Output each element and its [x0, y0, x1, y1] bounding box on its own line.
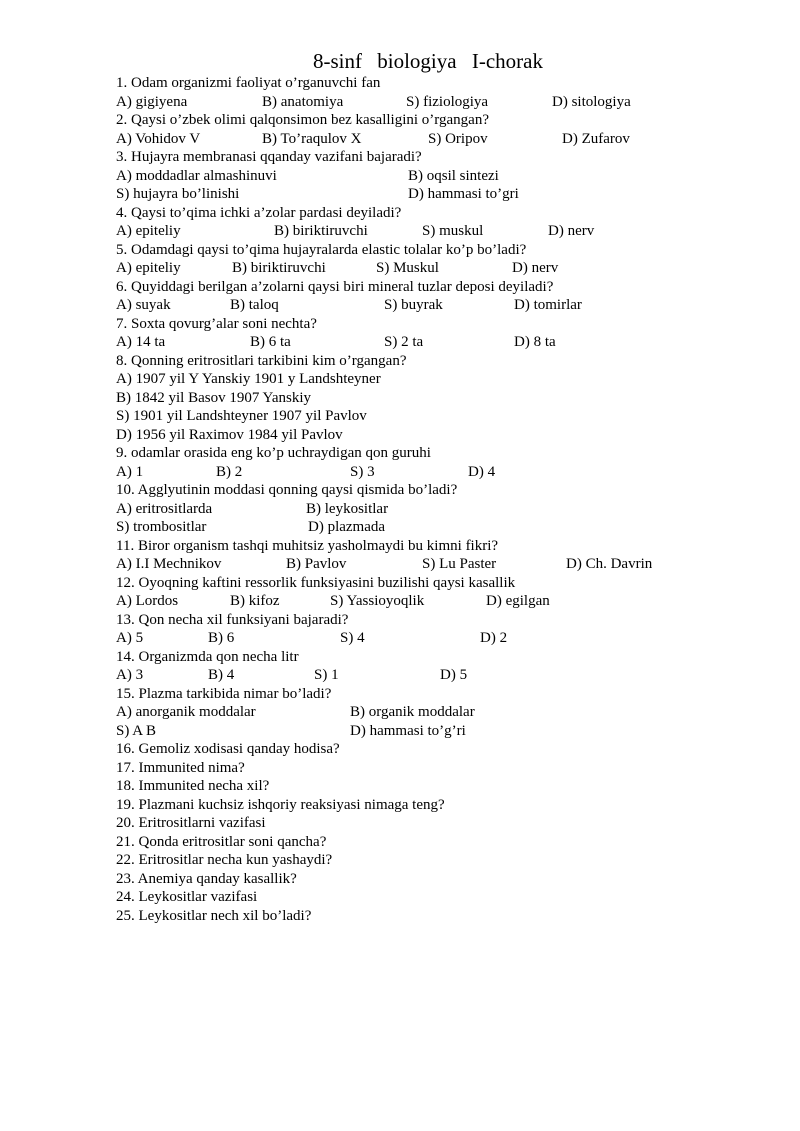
question-text: 23. Anemiya qanday kasallik? — [116, 870, 297, 887]
question-text: 22. Eritrositlar necha kun yashaydi? — [116, 852, 333, 868]
answer-option: A) eritrositlarda — [116, 500, 213, 517]
page-title: 8-sinf biologiya I-chorak — [313, 49, 543, 73]
question-text: 18. Immunited necha xil? — [116, 778, 270, 794]
question-text: 4. Qaysi to’qima ichki a’zolar pardasi deyiladi? — [116, 204, 402, 221]
answer-option: B) organik moddalar — [350, 704, 475, 720]
answer-option: S) hujayra bo’linishi — [116, 186, 240, 202]
answer-row — [116, 93, 696, 112]
answer-option: D) nerv — [512, 260, 559, 276]
answer-option: S) trombositlar — [116, 519, 207, 535]
answer-option: S) 1 — [314, 667, 339, 683]
answer-option: D) tomirlar — [514, 297, 582, 313]
answer-option: D) nerv — [548, 223, 595, 239]
answer-row — [116, 666, 696, 685]
answer-option: B) 6 ta — [250, 334, 291, 350]
answer-option: A) 5 — [116, 630, 144, 646]
answer-row — [116, 389, 696, 408]
answer-option: B) Pavlov — [286, 556, 347, 572]
answer-option: B) 1842 yil Basov 1907 Yanskiy — [116, 389, 312, 406]
answer-row — [116, 500, 696, 519]
question-text: 24. Leykositlar vazifasi — [116, 889, 258, 905]
answer-option: B) anatomiya — [262, 93, 344, 110]
answer-option: A) gigiyena — [116, 93, 188, 110]
answer-option: S) muskul — [422, 223, 484, 239]
question-text: 13. Qon necha xil funksiyani bajaradi? — [116, 611, 349, 628]
answer-option: D) 8 ta — [514, 334, 556, 350]
answer-option: D) Ch. Davrin — [566, 556, 653, 572]
question-text: 21. Qonda eritrositlar soni qancha? — [116, 833, 327, 850]
answer-row — [116, 296, 696, 315]
answer-row — [116, 167, 696, 186]
question-text: 3. Hujayra membranasi qqanday vazifani bajaradi? — [116, 149, 422, 165]
answer-row — [116, 259, 696, 278]
answer-option: A) I.I Mechnikov — [116, 556, 222, 572]
question-text: 2. Qaysi o’zbek olimi qalqonsimon bez kasalligini o’rgangan? — [116, 112, 489, 128]
answer-option: B) taloq — [230, 297, 279, 313]
answer-row — [116, 426, 696, 445]
answer-option: A) Lordos — [116, 593, 179, 609]
question-text: 14. Organizmda qon necha litr — [116, 648, 299, 665]
answer-row — [116, 130, 696, 149]
answer-option: A) 1907 yil Y Yanskiy 1901 y Landshteyner — [116, 371, 381, 387]
question-text: 12. Oyoqning kaftini ressorlik funksiyasini buzilishi qaysi kasallik — [116, 574, 516, 591]
answer-option: S) 1901 yil Landshteyner 1907 yil Pavlov — [116, 408, 367, 424]
answer-row — [116, 555, 696, 574]
answer-option: D) sitologiya — [552, 93, 631, 110]
question-text: 25. Leykositlar nech xil bo’ladi? — [116, 907, 312, 924]
question-text: 20. Eritrositlarni vazifasi — [116, 815, 266, 831]
answer-row — [116, 333, 696, 352]
answer-row — [116, 370, 696, 389]
answer-option: D) Zufarov — [562, 130, 630, 147]
answer-row — [116, 518, 696, 537]
answer-option: B) oqsil sintezi — [408, 167, 499, 184]
question-text: 6. Quyiddagi berilgan a’zolarni qaysi biri mineral tuzlar deposi deyiladi? — [116, 278, 554, 295]
answer-option: S) A B — [116, 722, 157, 739]
answer-option: A) anorganik moddalar — [116, 704, 256, 720]
answer-option: D) 1956 yil Raximov 1984 yil Pavlov — [116, 426, 343, 443]
answer-option: A) 1 — [116, 463, 144, 480]
question-list — [116, 74, 696, 925]
answer-option: A) epiteliy — [116, 223, 181, 239]
answer-option: A) 14 ta — [116, 334, 166, 350]
answer-row — [116, 629, 696, 648]
answer-option: B) kifoz — [230, 593, 280, 609]
answer-option: S) 2 ta — [384, 334, 424, 350]
answer-option: D) 5 — [440, 667, 468, 683]
answer-option: D) 2 — [480, 630, 508, 646]
answer-option: S) 4 — [340, 630, 365, 646]
question-text: 19. Plazmani kuchsiz ishqoriy reaksiyasi nimaga teng? — [116, 796, 445, 813]
question-text: 17. Immunited nima? — [116, 759, 245, 776]
question-text: 1. Odam organizmi faoliyat o’rganuvchi fan — [116, 75, 381, 91]
answer-option: A) Vohidov V — [116, 130, 201, 147]
answer-option: D) hammasi to’gri — [408, 186, 519, 202]
answer-option: S) Yassioyoqlik — [330, 593, 425, 609]
answer-option: S) Oripov — [428, 130, 488, 147]
answer-option: S) Lu Paster — [422, 556, 497, 572]
question-text: 8. Qonning eritrositlari tarkibini kim o’rgangan? — [116, 352, 407, 369]
answer-row — [116, 703, 696, 722]
answer-row — [116, 463, 696, 482]
question-text: 16. Gemoliz xodisasi qanday hodisa? — [116, 741, 340, 757]
answer-row — [116, 222, 696, 241]
question-text: 7. Soxta qovurg’alar soni nechta? — [116, 315, 317, 332]
answer-option: S) Muskul — [376, 260, 439, 276]
answer-row — [116, 185, 696, 204]
answer-option: A) epiteliy — [116, 260, 181, 276]
answer-option: B) 4 — [208, 667, 235, 683]
answer-row — [116, 407, 696, 426]
question-text: 9. odamlar orasida eng ko’p uchraydigan qon guruhi — [116, 445, 431, 461]
answer-option: A) moddadlar almashinuvi — [116, 167, 277, 184]
answer-option: B) To’raqulov X — [262, 130, 362, 147]
answer-row — [116, 722, 696, 741]
answer-option: D) plazmada — [308, 519, 386, 535]
question-text: 15. Plazma tarkibida nimar bo’ladi? — [116, 685, 332, 702]
answer-option: B) 6 — [208, 630, 235, 646]
question-text: 5. Odamdagi qaysi to’qima hujayralarda elastic tolalar ko’p bo’ladi? — [116, 241, 527, 258]
answer-option: S) 3 — [350, 463, 375, 480]
question-text: 10. Agglyutinin moddasi qonning qaysi qismida bo’ladi? — [116, 482, 458, 498]
answer-option: S) buyrak — [384, 297, 443, 313]
answer-option: D) egilgan — [486, 593, 550, 609]
answer-row — [116, 592, 696, 611]
answer-option: S) fiziologiya — [406, 93, 489, 110]
answer-option: B) biriktiruvchi — [232, 260, 326, 276]
answer-option: B) leykositlar — [306, 500, 389, 517]
answer-option: B) 2 — [216, 463, 243, 480]
answer-option: D) 4 — [468, 463, 496, 480]
answer-option: A) suyak — [116, 297, 171, 313]
question-text: 11. Biror organism tashqi muhitsiz yasholmaydi bu kimni fikri? — [116, 537, 499, 554]
answer-option: A) 3 — [116, 667, 144, 683]
answer-option: D) hammasi to’g’ri — [350, 722, 466, 739]
answer-option: B) biriktiruvchi — [274, 223, 368, 239]
